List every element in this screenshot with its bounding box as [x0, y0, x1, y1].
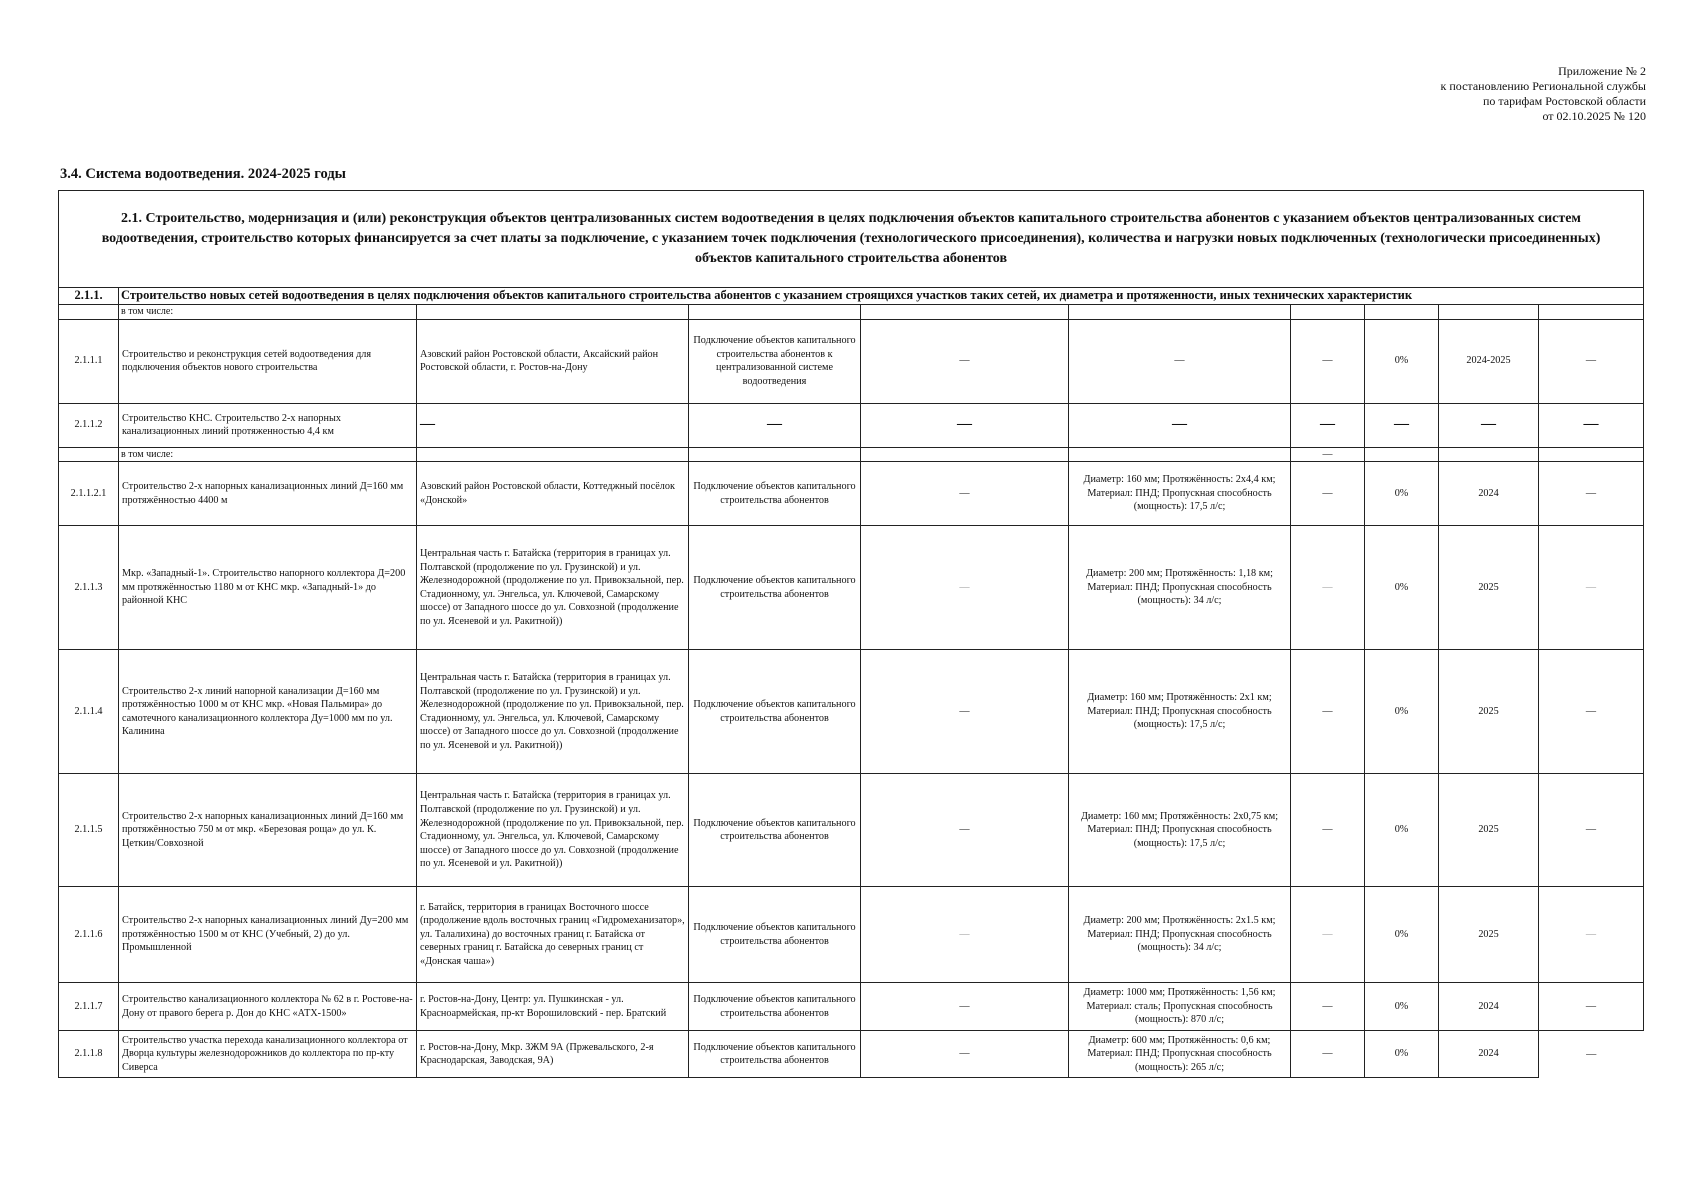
section-title: 3.4. Система водоотведения. 2024-2025 годы — [60, 166, 346, 182]
period-value: — — [1439, 403, 1539, 447]
period-value: 2024-2025 — [1439, 319, 1539, 403]
object-location: г. Ростов-на-Дону, Центр: ул. Пушкинская - ул. Красноармейская, пр-кт Ворошиловский - пер. Братский — [417, 983, 689, 1031]
table-row — [59, 319, 1644, 403]
including-label: в том числе: — [119, 447, 417, 462]
table-row — [59, 526, 1644, 650]
cell-value: — — [1291, 319, 1365, 403]
cell-value: — — [1539, 650, 1644, 774]
tech-params: — — [1069, 403, 1291, 447]
cell-value: — — [1539, 774, 1644, 887]
cell-value: — — [861, 319, 1069, 403]
period-value: 2025 — [1439, 774, 1539, 887]
object-purpose: Подключение объектов капитального строительства абонентов — [689, 887, 861, 983]
row-number: 2.1.1.4 — [59, 650, 119, 774]
table-row — [59, 774, 1644, 887]
resolution-line: к постановлению Региональной службы — [1440, 79, 1646, 93]
authority-line: по тарифам Ростовской области — [1482, 94, 1646, 108]
object-purpose: Подключение объектов капитального строительства абонентов к централизованной системе водоотведения — [689, 319, 861, 403]
tech-params: Диаметр: 160 мм; Протяжённость: 2х1 км; Материал: ПНД; Пропускная способность (мощность): 17,5 л/с; — [1069, 650, 1291, 774]
object-location: Азовский район Ростовской области, Коттеджный посёлок «Донской» — [417, 462, 689, 526]
period-value: 2025 — [1439, 650, 1539, 774]
object-location: Центральная часть г. Батайска (территория в границах ул. Полтавской (продолжение по ул. Грузинской) и ул. Железнодорожной (продолжение по ул. Привокзальной, пер. Стадионному, ул. Энгельса, ул. Ключевой, Самарскому шоссе) от Западного шоссе до ул. Совхозной (продолжение по ул. Ясеневой и ул. Ракитной)) — [417, 526, 689, 650]
resolution-date: от 02.10.2025 № 120 — [1542, 109, 1646, 123]
row-number: 2.1.1.2.1 — [59, 462, 119, 526]
object-purpose: — — [689, 403, 861, 447]
object-name: Мкр. «Западный-1». Строительство напорного коллектора Д=200 мм протяжённостью 1180 м от КНС мкр. «Западный-1» до районной КНС — [119, 526, 417, 650]
block-title-row — [59, 191, 1644, 288]
row-number: 2.1.1.8 — [59, 1031, 119, 1078]
cell-value: — — [1291, 887, 1365, 983]
subsection-text: Строительство новых сетей водоотведения в целях подключения объектов капитального строительства абонентов с указанием строящихся участков таких сетей, их диаметра и протяженности, иных технических характеристик — [119, 288, 1644, 305]
percent-value: 0% — [1365, 774, 1439, 887]
row-number: 2.1.1.5 — [59, 774, 119, 887]
object-purpose: Подключение объектов капитального строительства абонентов — [689, 462, 861, 526]
row-number: 2.1.1.3 — [59, 526, 119, 650]
cell-value: — — [1539, 983, 1644, 1031]
cell-value: — — [861, 774, 1069, 887]
row-number: 2.1.1.7 — [59, 983, 119, 1031]
cell-value: — — [1539, 887, 1644, 983]
cell-value: — — [861, 403, 1069, 447]
percent-value: 0% — [1365, 887, 1439, 983]
tech-params: — — [1069, 319, 1291, 403]
cell-value: — — [861, 650, 1069, 774]
percent-value: 0% — [1365, 650, 1439, 774]
percent-value: — — [1365, 403, 1439, 447]
tech-params: Диаметр: 600 мм; Протяжённость: 0,6 км; Материал: ПНД; Пропускная способность (мощность): 265 л/с; — [1069, 1031, 1291, 1078]
cell-value: — — [1291, 1031, 1365, 1078]
subsection-row — [59, 288, 1644, 305]
object-location: — — [417, 403, 689, 447]
tech-params: Диаметр: 1000 мм; Протяжённость: 1,56 км; Материал: сталь; Пропускная способность (мощность): 870 л/с; — [1069, 983, 1291, 1031]
cell-value: — — [1291, 403, 1365, 447]
object-location: г. Батайск, территория в границах Восточного шоссе (продолжение вдоль восточных границ «Гидромеханизатор», ул. Талалихина) до восточных границ г. Батайска от северных границ г. Батайска до северных границ ст «Донская чаша») — [417, 887, 689, 983]
object-location: Азовский район Ростовской области, Аксайский район Ростовской области, г. Ростов-на-Дону — [417, 319, 689, 403]
object-name: Строительство 2-х напорных канализационных линий Д=160 мм протяжённостью 4400 м — [119, 462, 417, 526]
appendix-note — [1226, 64, 1646, 124]
object-purpose: Подключение объектов капитального строительства абонентов — [689, 1031, 861, 1078]
cell-value: — — [861, 983, 1069, 1031]
object-location: г. Ростов-на-Дону, Мкр. ЗЖМ 9А (Пржевальского, 2-я Краснодарская, Заводская, 9А) — [417, 1031, 689, 1078]
tech-params: Диаметр: 200 мм; Протяжённость: 2х1.5 км; Материал: ПНД; Пропускная способность (мощность): 34 л/с; — [1069, 887, 1291, 983]
row-number: 2.1.1.1 — [59, 319, 119, 403]
cell-value: — — [861, 1031, 1069, 1078]
table-row — [59, 650, 1644, 774]
cell-value: — — [1291, 526, 1365, 650]
appendix-number: Приложение № 2 — [1558, 64, 1646, 78]
table-row — [59, 403, 1644, 447]
object-purpose: Подключение объектов капитального строительства абонентов — [689, 774, 861, 887]
cell-value: — — [1539, 526, 1644, 650]
object-purpose: Подключение объектов капитального строительства абонентов — [689, 983, 861, 1031]
cell-value: — — [861, 887, 1069, 983]
including-row — [59, 447, 1644, 462]
object-name: Строительство участка перехода канализационного коллектора от Дворца культуры железнодорожников до коллектора по пр-кту Сиверса — [119, 1031, 417, 1078]
cell-value: — — [1539, 403, 1644, 447]
period-value: 2024 — [1439, 1031, 1539, 1078]
percent-value: 0% — [1365, 526, 1439, 650]
period-value: 2024 — [1439, 462, 1539, 526]
including-label: в том числе: — [119, 305, 417, 320]
row-number: 2.1.1.2 — [59, 403, 119, 447]
investment-table — [58, 190, 1644, 1078]
table-row — [59, 983, 1644, 1031]
table-row — [59, 462, 1644, 526]
cell-value: — — [1291, 774, 1365, 887]
tech-params: Диаметр: 200 мм; Протяжённость: 1,18 км; Материал: ПНД; Пропускная способность (мощность): 34 л/с; — [1069, 526, 1291, 650]
row-number: 2.1.1.6 — [59, 887, 119, 983]
percent-value: 0% — [1365, 1031, 1439, 1078]
object-name: Строительство канализационного коллектора № 62 в г. Ростове-на-Дону от правого берега р. Дон до КНС «АТХ-1500» — [119, 983, 417, 1031]
object-purpose: Подключение объектов капитального строительства абонентов — [689, 650, 861, 774]
including-row — [59, 305, 1644, 320]
object-name: Строительство 2-х напорных канализационных линий Ду=200 мм протяжённостью 1500 м от КНС (Учебный, 2) до ул. Промышленной — [119, 887, 417, 983]
object-name: Строительство КНС. Строительство 2-х напорных канализационных линий протяженностью 4,4 км — [119, 403, 417, 447]
object-name: Строительство 2-х линий напорной канализации Д=160 мм протяжённостью 1000 м от КНС мкр. «Новая Пальмира» до самотечного канализационного коллектора Ду=1000 мм по ул. Калинина — [119, 650, 417, 774]
object-purpose: Подключение объектов капитального строительства абонентов — [689, 526, 861, 650]
cell-value: — — [861, 526, 1069, 650]
table-row — [59, 1031, 1644, 1078]
object-location: Центральная часть г. Батайска (территория в границах ул. Полтавской (продолжение по ул. Грузинской) и ул. Железнодорожной (продолжение по ул. Привокзальной, пер. Стадионному, ул. Энгельса, ул. Ключевой, Самарскому шоссе) от Западного шоссе до ул. Совхозной (продолжение по ул. Ясеневой и ул. Ракитной)) — [417, 650, 689, 774]
cell-value: — — [1539, 319, 1644, 403]
cell-value: — — [1291, 462, 1365, 526]
period-value: 2025 — [1439, 887, 1539, 983]
object-name: Строительство и реконструкция сетей водоотведения для подключения объектов нового строительства — [119, 319, 417, 403]
percent-value: 0% — [1365, 462, 1439, 526]
cell-value: — — [1586, 1048, 1597, 1060]
cell-value: — — [1291, 447, 1365, 462]
percent-value: 0% — [1365, 319, 1439, 403]
block-title: 2.1. Строительство, модернизация и (или) реконструкция объектов централизованных систем водоотведения в целях подключения объектов капитального строительства абонентов с указанием объектов централизованных систем водоотведения, строительство которых финансируется за счет платы за подключение, с указанием точек подключения (технологического присоединения), количества и нагрузки новых подключенных (технологически присоединенных) объектов капитального строительства абонентов — [59, 191, 1644, 288]
percent-value: 0% — [1365, 983, 1439, 1031]
cell-value: — — [1291, 650, 1365, 774]
cell-value: — — [861, 462, 1069, 526]
subsection-number: 2.1.1. — [59, 288, 119, 305]
cell-value: — — [1291, 983, 1365, 1031]
cell-value: — — [1539, 462, 1644, 526]
table-row — [59, 887, 1644, 983]
object-name: Строительство 2-х напорных канализационных линий Д=160 мм протяжённостью 750 м от мкр. «Березовая роща» до ул. К. Цеткин/Совхозной — [119, 774, 417, 887]
object-location: Центральная часть г. Батайска (территория в границах ул. Полтавской (продолжение по ул. Грузинской) и ул. Железнодорожной (продолжение по ул. Привокзальной, пер. Стадионному, ул. Энгельса, ул. Ключевой, Самарскому шоссе) от Западного шоссе до ул. Совхозной (продолжение по ул. Ясеневой и ул. Ракитной)) — [417, 774, 689, 887]
period-value: 2024 — [1439, 983, 1539, 1031]
period-value: 2025 — [1439, 526, 1539, 650]
tech-params: Диаметр: 160 мм; Протяжённость: 2х4,4 км; Материал: ПНД; Пропускная способность (мощность): 17,5 л/с; — [1069, 462, 1291, 526]
tech-params: Диаметр: 160 мм; Протяжённость: 2х0,75 км; Материал: ПНД; Пропускная способность (мощность): 17,5 л/с; — [1069, 774, 1291, 887]
